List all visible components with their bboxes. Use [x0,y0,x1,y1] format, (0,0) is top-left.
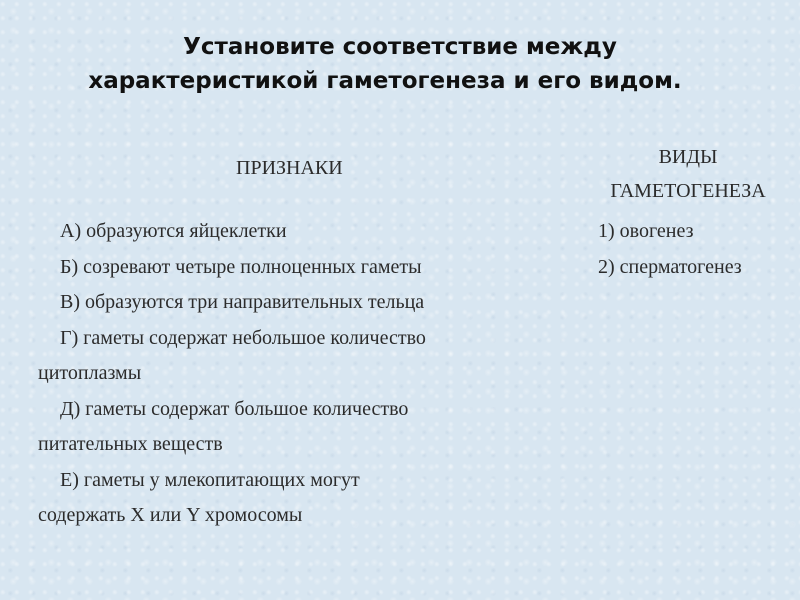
title-line-1: Установите соответствие между [183,34,617,60]
feature-g-line-2: цитоплазмы [38,362,142,384]
type-1: 1) овогенез [598,220,694,242]
types-header [578,140,798,208]
features-list [38,214,558,534]
feature-e-line-1: Е) гаметы у млекопитающих могут [60,468,360,491]
slide-title [0,30,800,98]
types-header-line-2: ГАМЕТОГЕНЕЗА [610,180,766,202]
types-header-line-1: ВИДЫ [658,146,718,168]
title-line-2: характеристикой гаметогенеза и его видом. [88,68,682,94]
feature-d-line-2: питательных веществ [38,433,223,455]
feature-v: В) образуются три направительных тельца [60,291,425,313]
feature-a: А) образуются яйцеклетки [60,220,287,242]
type-2: 2) сперматогенез [598,255,742,278]
types-list [598,214,798,285]
feature-d-line-1: Д) гаметы содержат большое количество [60,397,409,420]
features-header: ПРИЗНАКИ [236,157,343,179]
feature-e-line-2: содержать X или Y хромосомы [38,504,303,526]
feature-b: Б) созревают четыре полноценных гаметы [60,255,422,278]
feature-g-line-1: Г) гаметы содержат небольшое количество [60,326,426,349]
